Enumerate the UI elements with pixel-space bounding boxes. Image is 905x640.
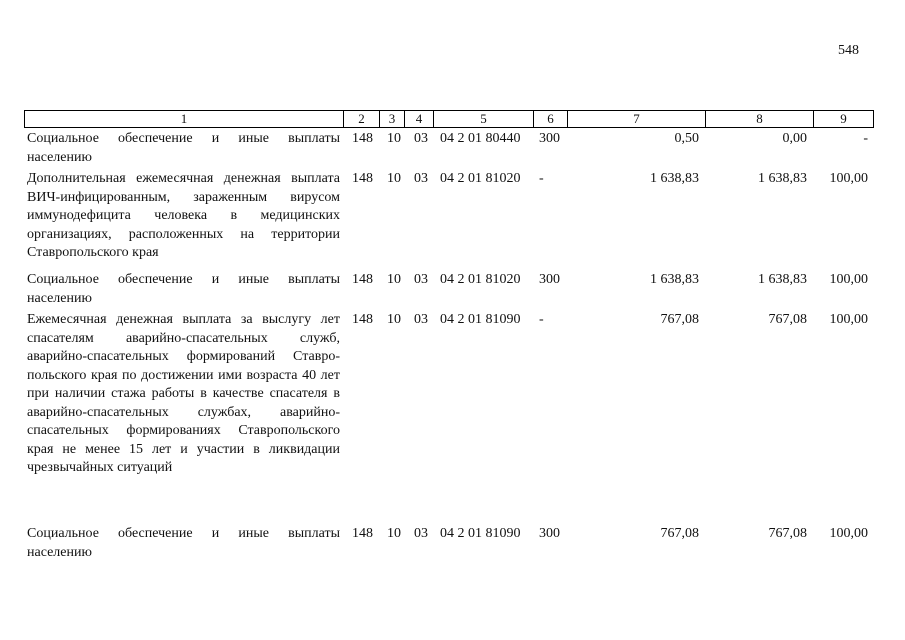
admin-code: 148 [352, 312, 373, 327]
section-code: 10 [387, 312, 401, 327]
section-code: 10 [387, 272, 401, 287]
admin-code: 148 [352, 526, 373, 541]
header-cell-4: 4 [404, 110, 434, 128]
target-article-code: 04 2 01 81090 [440, 526, 521, 541]
col7-value: 1 638,83 [650, 272, 699, 287]
col7-value: 767,08 [660, 312, 699, 327]
col9-value: 100,00 [829, 526, 868, 541]
col7-value: 767,08 [660, 526, 699, 541]
expense-type-code: 300 [539, 131, 560, 146]
section-code: 10 [387, 171, 401, 186]
col8-value: 0,00 [782, 131, 807, 146]
target-article-code: 04 2 01 80440 [440, 131, 521, 146]
expense-type-code: 300 [539, 272, 560, 287]
subsection-code: 03 [414, 312, 428, 327]
section-code: 10 [387, 131, 401, 146]
header-cell-6: 6 [533, 110, 568, 128]
header-cell-9: 9 [813, 110, 874, 128]
col9-value: 100,00 [829, 171, 868, 186]
target-article-code: 04 2 01 81090 [440, 312, 521, 327]
admin-code: 148 [352, 131, 373, 146]
page-number: 548 [838, 43, 859, 58]
col9-value: 100,00 [829, 272, 868, 287]
header-cell-1: 1 [24, 110, 344, 128]
subsection-code: 03 [414, 131, 428, 146]
col8-value: 1 638,83 [758, 171, 807, 186]
header-cell-5: 5 [433, 110, 534, 128]
expense-type-code: - [539, 312, 544, 327]
expense-type-code: 300 [539, 526, 560, 541]
header-cell-3: 3 [379, 110, 405, 128]
col8-value: 767,08 [768, 526, 807, 541]
admin-code: 148 [352, 272, 373, 287]
row-description: Социальное обеспечение и иные выплаты населению [27, 272, 340, 306]
col7-value: 1 638,83 [650, 171, 699, 186]
target-article-code: 04 2 01 81020 [440, 171, 521, 186]
header-cell-8: 8 [705, 110, 814, 128]
row-description: Социальное обеспечение и иные выплаты населению [27, 131, 340, 165]
col9-value: - [863, 131, 868, 146]
expense-type-code: - [539, 171, 544, 186]
header-cell-7: 7 [567, 110, 706, 128]
admin-code: 148 [352, 171, 373, 186]
col7-value: 0,50 [674, 131, 699, 146]
col8-value: 767,08 [768, 312, 807, 327]
header-cell-2: 2 [343, 110, 380, 128]
col8-value: 1 638,83 [758, 272, 807, 287]
row-description: Дополнительная ежемесячная денежная выплата ВИЧ-инфицированным, зараженным вирусом иммунодефицита человека в медицинских организациях, расположенных на территории Ставропольского края [27, 171, 340, 260]
row-description: Ежемесячная денежная выплата за выслугу лет спасателям аварийно-спасательных служб, аварийно-спасательных формирований Ставропольского края по достижении ими возраста 40 лет при наличии стажа работы в качестве спасателя в аварийно-спасательных службах, аварийно-спасательных формированиях Ставропольского края не менее 15 лет и участии в ликвидации чрезвычайных ситуаций [27, 312, 340, 475]
section-code: 10 [387, 526, 401, 541]
row-description: Социальное обеспечение и иные выплаты населению [27, 526, 340, 560]
col9-value: 100,00 [829, 312, 868, 327]
subsection-code: 03 [414, 272, 428, 287]
target-article-code: 04 2 01 81020 [440, 272, 521, 287]
subsection-code: 03 [414, 171, 428, 186]
subsection-code: 03 [414, 526, 428, 541]
